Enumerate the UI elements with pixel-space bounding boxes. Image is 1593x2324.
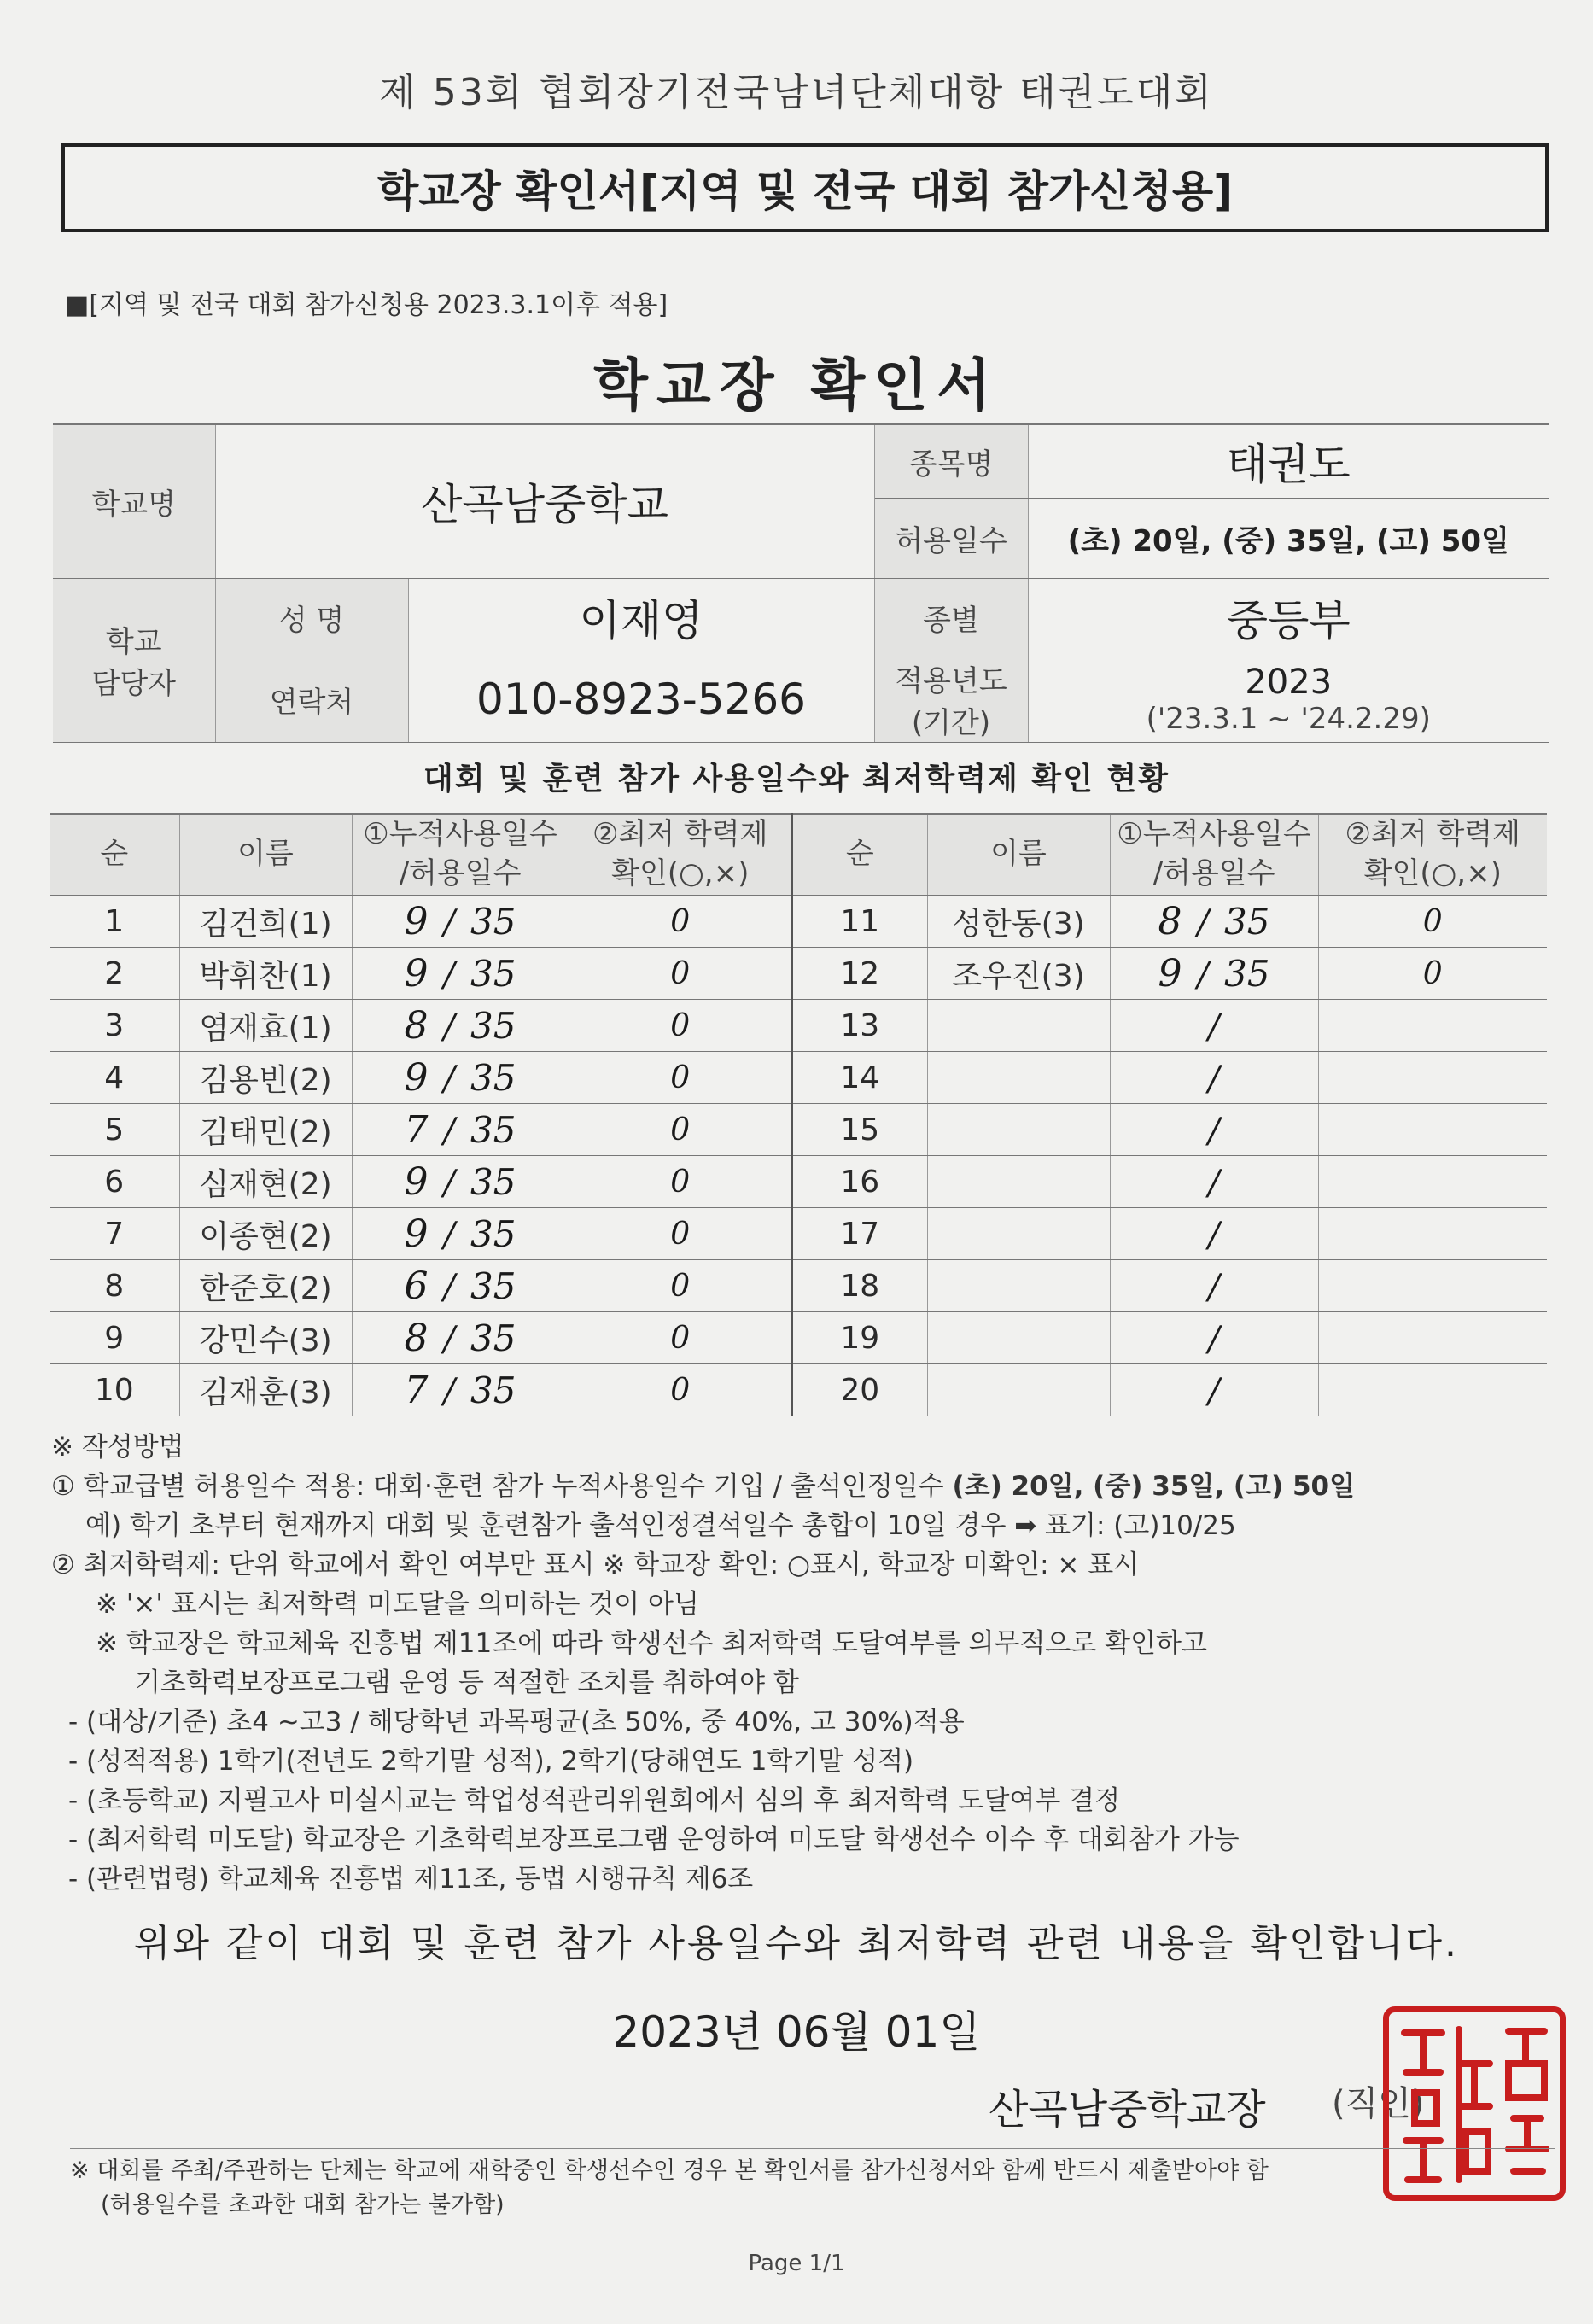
student-name-text: 박휘찬(1): [199, 958, 332, 994]
header-academic: [569, 814, 792, 896]
academic-check: [569, 1364, 792, 1416]
student-name: [179, 1104, 352, 1156]
student-name-text: 김재훈(3): [199, 1375, 332, 1410]
used-allowed-days: [1110, 1104, 1318, 1156]
row-number: [50, 1000, 179, 1052]
academic-check: [1318, 1052, 1547, 1104]
official-seal-mark: (직인): [1332, 2084, 1425, 2123]
detail-law: - (관련법령) 학교체육 진흥법 제11조, 동법 시행규칙 제6조: [68, 1864, 754, 1895]
row-number: [50, 948, 179, 1000]
header-academic-line-1: ②최저 학력제: [592, 817, 768, 852]
row-number: [792, 1052, 927, 1104]
instruction-1-text: ① 학교급별 허용일수 적용: 대회·훈련 참가 누적사용일수 기입 / 출석인정일수: [51, 1471, 953, 1502]
used-days: 9: [404, 951, 429, 996]
row-number-text: 20: [840, 1372, 880, 1408]
allowed-days: 35: [470, 1264, 516, 1307]
used-days: 9: [404, 899, 429, 943]
row-number: [792, 948, 927, 1000]
days-separator: /: [1197, 955, 1210, 995]
table-row: [50, 1260, 1547, 1312]
student-name: [927, 1156, 1110, 1208]
allowed-days: 35: [470, 1369, 516, 1411]
academic-check-text: 0: [670, 955, 691, 991]
academic-check-text: 0: [670, 1007, 691, 1043]
contact-label: 연락처: [215, 657, 408, 742]
instruction-2: ② 최저학력제: 단위 학교에서 확인 여부만 표시 ※ 학교장 확인: ○표시, 학교장 미확인: × 표시: [51, 1550, 1140, 1580]
days-separator: /: [443, 1371, 456, 1411]
header-days-right: [1110, 814, 1318, 896]
used-allowed-days: [352, 1364, 569, 1416]
table-row: [50, 1312, 1547, 1364]
row-number: [792, 896, 927, 948]
issue-date: 2023년 06월 01일: [612, 2007, 981, 2057]
used-days: 9: [404, 1055, 429, 1100]
table-row: [50, 1156, 1547, 1208]
instruction-2-note-b2: 기초학력보장프로그램 운영 등 적절한 조치를 취하여야 함: [135, 1667, 799, 1698]
academic-check: [569, 1000, 792, 1052]
student-name-text: 김용빈(2): [199, 1062, 332, 1098]
used-allowed-days: [352, 1052, 569, 1104]
year-label-line-1: 적용년도: [895, 664, 1007, 698]
applicable-year-label: [874, 657, 1028, 742]
instructions: [51, 1428, 1554, 1899]
academic-check-text: 0: [1422, 903, 1443, 939]
academic-check: [1318, 1260, 1547, 1312]
header-name: 이름: [179, 814, 352, 896]
student-name: [927, 1104, 1110, 1156]
row-number-text: 18: [840, 1268, 880, 1304]
form-title: 학교장 확인서[지역 및 전국 대회 참가신청용]: [61, 143, 1549, 232]
row-number-text: 9: [104, 1320, 125, 1356]
academic-check: [1318, 1000, 1547, 1052]
student-name: [179, 896, 352, 948]
row-number: [50, 1156, 179, 1208]
allowed-days: 35: [470, 1160, 516, 1203]
used-days: 8: [404, 1003, 429, 1048]
student-name-text: 김건희(1): [199, 906, 332, 942]
school-info-table: [53, 423, 1549, 743]
used-allowed-days: [1110, 1052, 1318, 1104]
academic-check-text: 0: [670, 1216, 691, 1252]
days-separator: /: [1208, 1007, 1220, 1047]
table-row: [50, 1000, 1547, 1052]
row-number-text: 8: [104, 1268, 125, 1304]
allowed-days: 35: [470, 1317, 516, 1359]
academic-check-text: 0: [670, 1112, 691, 1147]
manager-label-line-2: 담당자: [91, 667, 177, 701]
student-name: [179, 1052, 352, 1104]
allowed-days: 35: [470, 1108, 516, 1151]
academic-check: [1318, 896, 1547, 948]
footnote: [70, 2148, 1555, 2222]
used-allowed-days: [1110, 896, 1318, 948]
document-title: 학교장 확인서: [593, 353, 1000, 418]
header-days-line-1: ①누적사용일수: [363, 817, 557, 852]
used-allowed-days: [1110, 948, 1318, 1000]
page-number: Page 1/1: [748, 2251, 845, 2276]
row-number-text: 16: [840, 1164, 880, 1200]
student-name: [927, 1208, 1110, 1260]
student-name-text: 성한동(3): [952, 906, 1085, 942]
instruction-1-days: (초) 20일, (중) 35일, (고) 50일: [952, 1471, 1356, 1502]
days-separator: /: [1208, 1267, 1220, 1307]
instructions-heading: ※ 작성방법: [51, 1432, 184, 1463]
days-separator: /: [1208, 1371, 1220, 1411]
header-academic-right: [1318, 814, 1547, 896]
student-name: [179, 948, 352, 1000]
row-number: [50, 1052, 179, 1104]
row-number: [50, 1104, 179, 1156]
manager-name-label: 성 명: [215, 578, 408, 657]
principal-title: 산곡남중학교장: [989, 2086, 1266, 2134]
row-number: [50, 1260, 179, 1312]
student-name: [927, 948, 1110, 1000]
student-name: [927, 1052, 1110, 1104]
detail-grades: - (성적적용) 1학기(전년도 2학기말 성적), 2학기(당해연도 1학기말 성적): [68, 1746, 914, 1777]
days-separator: /: [443, 1007, 456, 1047]
row-number-text: 6: [104, 1164, 125, 1200]
row-number-text: 12: [840, 955, 880, 991]
detail-not-reached: - (최저학력 미도달) 학교장은 기초학력보장프로그램 운영하여 미도달 학생선수 이수 후 대회참가 가능: [68, 1825, 1240, 1855]
days-separator: /: [1208, 1111, 1220, 1151]
student-name: [179, 1260, 352, 1312]
student-name-text: 한준호(2): [199, 1270, 332, 1306]
header-academic-line-2: 확인(○,×): [611, 856, 750, 890]
days-separator: /: [443, 1111, 456, 1151]
row-number-text: 10: [94, 1372, 134, 1408]
days-separator: /: [443, 1267, 456, 1307]
allowed-days: 35: [470, 1212, 516, 1255]
student-name: [179, 1156, 352, 1208]
row-number-text: 11: [840, 903, 880, 939]
days-separator: /: [1208, 1215, 1220, 1255]
row-number-text: 17: [840, 1216, 880, 1252]
used-allowed-days: [1110, 1208, 1318, 1260]
academic-check: [569, 1260, 792, 1312]
student-name: [179, 1208, 352, 1260]
allowed-days: 35: [470, 1004, 516, 1047]
days-separator: /: [1208, 1059, 1220, 1099]
row-number-text: 3: [104, 1007, 125, 1043]
used-allowed-days: [1110, 1364, 1318, 1416]
manager-label: [53, 578, 215, 742]
student-table: [50, 813, 1547, 1416]
table-row: [50, 1104, 1547, 1156]
manager-name: 이재영: [408, 578, 874, 657]
used-days: 9: [404, 1212, 429, 1256]
used-allowed-days: [1110, 1260, 1318, 1312]
contact-value: 010-8923-5266: [408, 657, 874, 742]
days-separator: /: [443, 902, 456, 943]
table-row: [50, 1364, 1547, 1416]
used-allowed-days: [352, 1000, 569, 1052]
used-days: 6: [404, 1264, 429, 1308]
student-name-text: 강민수(3): [199, 1323, 332, 1358]
year-value: 2023: [1245, 663, 1333, 702]
academic-check: [569, 1104, 792, 1156]
allowed-days: 35: [470, 900, 516, 943]
used-allowed-days: [352, 1208, 569, 1260]
detail-elementary: - (초등학교) 지필고사 미실시교는 학업성적관리위원회에서 심의 후 최저학력 도달여부 결정: [68, 1785, 1121, 1816]
school-name-label: 학교명: [53, 424, 215, 578]
academic-check: [569, 948, 792, 1000]
student-name-text: 김태민(2): [199, 1114, 332, 1150]
instruction-2-note-a: ※ '×' 표시는 최저학력 미도달을 의미하는 것이 아님: [96, 1589, 699, 1620]
academic-check-text: 0: [670, 1164, 691, 1200]
table-row: [50, 896, 1547, 948]
row-number: [792, 1156, 927, 1208]
student-name: [179, 1000, 352, 1052]
days-separator: /: [1208, 1319, 1220, 1359]
academic-check: [569, 1156, 792, 1208]
instruction-2-note-b1: ※ 학교장은 학교체육 진흥법 제11조에 따라 학생선수 최저학력 도달여부를 의무적으로 확인하고: [96, 1628, 1207, 1659]
row-number: [792, 1000, 927, 1052]
used-allowed-days: [1110, 1156, 1318, 1208]
sport-value: 태권도: [1028, 424, 1549, 498]
row-number-text: 4: [104, 1060, 125, 1095]
student-name: [927, 1260, 1110, 1312]
row-number: [50, 1364, 179, 1416]
student-name-text: 심재현(2): [199, 1166, 332, 1202]
academic-check: [1318, 1104, 1547, 1156]
used-allowed-days: [352, 896, 569, 948]
header-no: 순: [50, 814, 179, 896]
header-days-right-line-2: /허용일수: [1152, 856, 1275, 890]
footnote-line-1: ※ 대회를 주최/주관하는 단체는 학교에 재학중인 학생선수인 경우 본 확인서를 참가신청서와 함께 반드시 제출받아야 함: [70, 2158, 1269, 2184]
student-name-text: 조우진(3): [952, 958, 1085, 994]
division-value: 중등부: [1028, 578, 1549, 657]
row-number: [792, 1104, 927, 1156]
academic-check: [1318, 1312, 1547, 1364]
academic-check: [569, 896, 792, 948]
student-name: [179, 1364, 352, 1416]
row-number: [792, 1208, 927, 1260]
applicable-year-value: [1028, 657, 1549, 742]
days-separator: /: [443, 1319, 456, 1359]
sport-label: 종목명: [874, 424, 1028, 498]
student-name: [927, 896, 1110, 948]
header-academic-right-line-2: 확인(○,×): [1363, 856, 1502, 890]
allowed-days: 35: [1224, 900, 1270, 943]
applicability-note: ■[지역 및 전국 대회 참가신청용 2023.3.1이후 적용]: [65, 290, 668, 320]
instruction-1-example: 예) 학기 초부터 현재까지 대회 및 훈련참가 출석인정결석일수 총합이 10일 경우 ➡ 표기: (고)10/25: [85, 1510, 1236, 1541]
used-days: 7: [404, 1368, 429, 1412]
academic-check-text: 0: [670, 1320, 691, 1356]
row-number: [50, 896, 179, 948]
days-separator: /: [443, 1215, 456, 1255]
division-label: 종별: [874, 578, 1028, 657]
row-number-text: 19: [840, 1320, 880, 1356]
header-name-right: 이름: [927, 814, 1110, 896]
used-days: 8: [1158, 899, 1182, 943]
row-number: [792, 1260, 927, 1312]
allowed-days: 35: [1224, 952, 1270, 995]
row-number: [50, 1208, 179, 1260]
confirmation-statement: 위와 같이 대회 및 훈련 참가 사용일수와 최저학력 관련 내용을 확인합니다.: [134, 1922, 1459, 1965]
header-no-right: 순: [792, 814, 927, 896]
section-title: 대회 및 훈련 참가 사용일수와 최저학력제 확인 현황: [423, 762, 1170, 797]
used-days: 9: [404, 1159, 429, 1204]
academic-check-text: 0: [670, 903, 691, 939]
row-number-text: 13: [840, 1007, 880, 1043]
student-name: [927, 1364, 1110, 1416]
allowed-days: 35: [470, 952, 516, 995]
academic-check: [1318, 948, 1547, 1000]
row-number-text: 2: [104, 955, 125, 991]
row-number-text: 7: [104, 1216, 125, 1252]
used-allowed-days: [352, 1312, 569, 1364]
days-separator: /: [443, 1059, 456, 1099]
days-separator: /: [1208, 1163, 1220, 1203]
student-name: [179, 1312, 352, 1364]
academic-check-text: 0: [670, 1060, 691, 1095]
instruction-1: [51, 1467, 1554, 1506]
used-allowed-days: [352, 1260, 569, 1312]
used-days: 8: [404, 1316, 429, 1360]
event-title: 제 53회 협회장기전국남녀단체대항 태권도대회: [379, 71, 1214, 114]
allowed-days: 35: [470, 1056, 516, 1099]
table-row: [50, 1208, 1547, 1260]
used-allowed-days: [352, 948, 569, 1000]
academic-check-text: 0: [1422, 955, 1443, 991]
used-days: 9: [1158, 951, 1182, 996]
header-days-line-2: /허용일수: [399, 856, 522, 890]
academic-check: [569, 1052, 792, 1104]
manager-label-line-1: 학교: [105, 625, 162, 659]
header-academic-right-line-1: ②최저 학력제: [1345, 817, 1520, 852]
days-separator: /: [1197, 902, 1210, 943]
student-name-text: 염재효(1): [199, 1010, 332, 1046]
allowed-days-label: 허용일수: [874, 498, 1028, 578]
academic-check: [1318, 1364, 1547, 1416]
academic-check: [1318, 1208, 1547, 1260]
used-days: 7: [404, 1107, 429, 1152]
table-row: [50, 948, 1547, 1000]
student-name: [927, 1000, 1110, 1052]
row-number-text: 15: [840, 1112, 880, 1147]
academic-check-text: 0: [670, 1372, 691, 1408]
student-table-header: [50, 814, 1547, 896]
period-value: ('23.3.1 ~ '24.2.29): [1146, 702, 1431, 736]
row-number: [50, 1312, 179, 1364]
student-name-text: 이종현(2): [199, 1218, 332, 1254]
header-days-right-line-1: ①누적사용일수: [1117, 817, 1311, 852]
academic-check: [569, 1312, 792, 1364]
days-separator: /: [443, 1163, 456, 1203]
used-allowed-days: [352, 1104, 569, 1156]
footnote-line-2: (허용일수를 초과한 대회 참가는 불가함): [101, 2192, 505, 2218]
student-table-body: [50, 896, 1547, 1416]
days-separator: /: [443, 955, 456, 995]
school-name: 산곡남중학교: [215, 424, 874, 578]
academic-check: [569, 1208, 792, 1260]
year-label-line-2: (기간): [911, 706, 991, 740]
detail-target: - (대상/기준) 초4 ~고3 / 해당학년 과목평균(초 50%, 중 40%, 고 30%)적용: [68, 1707, 965, 1737]
row-number-text: 1: [104, 903, 125, 939]
row-number-text: 14: [840, 1060, 880, 1095]
header-days: [352, 814, 569, 896]
academic-check-text: 0: [670, 1268, 691, 1304]
allowed-days-value: (초) 20일, (중) 35일, (고) 50일: [1028, 498, 1549, 578]
row-number-text: 5: [104, 1112, 125, 1147]
used-allowed-days: [352, 1156, 569, 1208]
table-row: [50, 1052, 1547, 1104]
row-number: [792, 1364, 927, 1416]
used-allowed-days: [1110, 1000, 1318, 1052]
student-name: [927, 1312, 1110, 1364]
academic-check: [1318, 1156, 1547, 1208]
row-number: [792, 1312, 927, 1364]
used-allowed-days: [1110, 1312, 1318, 1364]
